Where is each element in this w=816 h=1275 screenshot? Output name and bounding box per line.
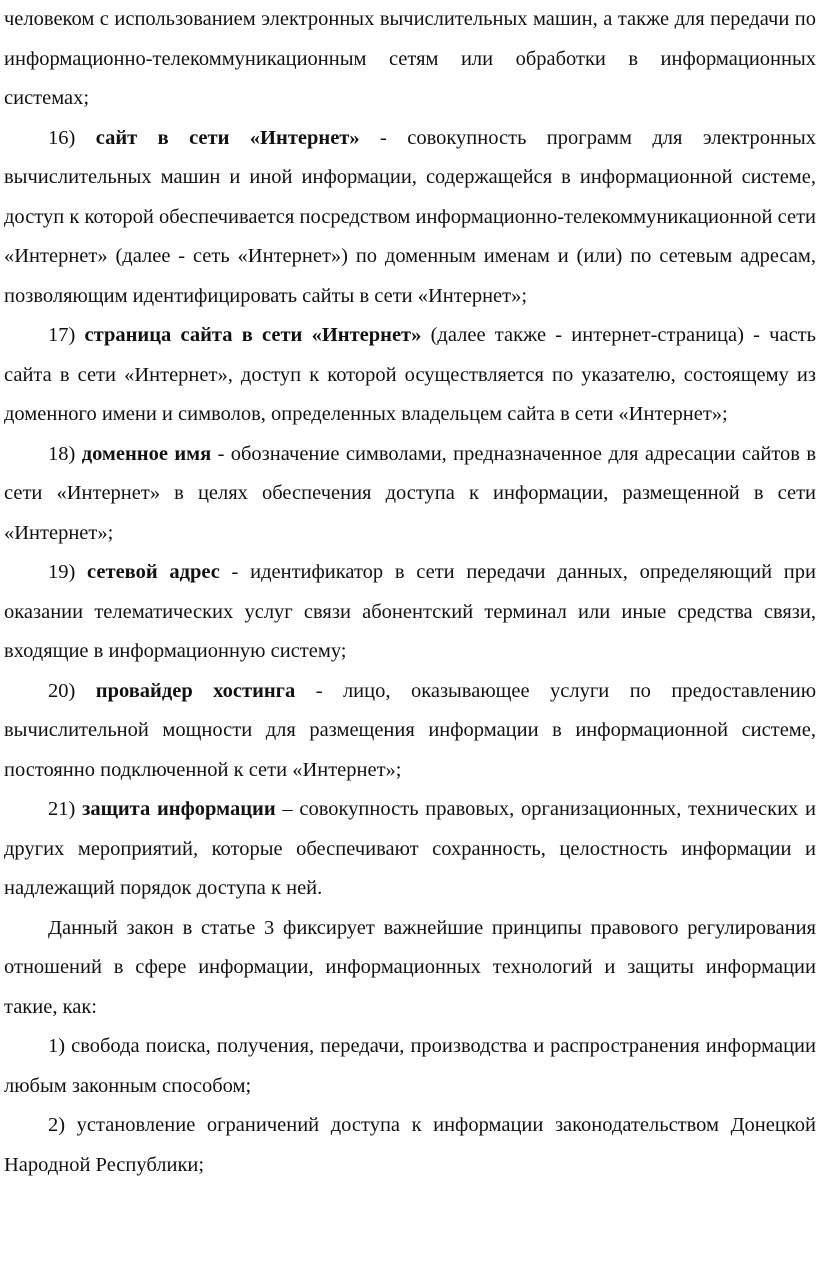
definition-item-18 bbox=[4, 435, 816, 554]
definition-item-17 bbox=[4, 316, 816, 435]
defined-term: сетевой адрес bbox=[87, 561, 220, 583]
paragraph-text: человеком с использованием электронных вычислительных машин, а также для передачи по информационно-телекоммуникационным сетям или обработки в информационных системах; bbox=[4, 8, 816, 109]
principle-item-2: 2) установление ограничений доступа к информации законодательством Донецкой Народной Республики; bbox=[4, 1114, 816, 1176]
paragraph-continuation bbox=[4, 0, 816, 119]
intro-paragraph: Данный закон в статье 3 фиксирует важнейшие принципы правового регулирования отношений в сфере информации, информационных технологий и защиты информации такие, как: bbox=[4, 916, 816, 1018]
definition-item-19 bbox=[4, 553, 816, 672]
item-number: 18) bbox=[48, 442, 82, 465]
item-number: 21) bbox=[48, 798, 83, 820]
item-number: 20) bbox=[48, 679, 96, 702]
definition-item-20 bbox=[4, 672, 816, 791]
item-number: 16) bbox=[48, 126, 96, 149]
defined-term: провайдер хостинга bbox=[95, 679, 296, 702]
definition-text: - совокупность программ для электронных вычислительных машин и иной информации, содержащейся в информационной системе, доступ к которой обеспечивается посредством информационно-телекоммуникационной сети «Интернет» (далее - сеть «Интернет») по доменным именам и (или) по сетевым адресам, позволяющим идентифицировать сайты в сети «Интернет»; bbox=[4, 126, 816, 307]
defined-term: доменное имя bbox=[81, 442, 212, 465]
principle-item-1: 1) свобода поиска, получения, передачи, производства и распространения информации любым законным способом; bbox=[4, 1035, 816, 1097]
defined-term: сайт в сети «Интернет» bbox=[95, 126, 360, 149]
definition-item-21 bbox=[4, 790, 816, 909]
defined-term: защита информации bbox=[82, 798, 276, 820]
definition-text: - лицо, оказывающее услуги по предоставлению вычислительной мощности для размещения информации в информационной системе, постоянно подключенной к сети «Интернет»; bbox=[4, 679, 816, 781]
item-number: 17) bbox=[48, 324, 85, 346]
definition-text: - обозначение символами, предназначенное для адресации сайтов в сети «Интернет» в целях обеспечения доступа к информации, размещенной в сети «Интернет»; bbox=[4, 442, 816, 544]
definition-text: – совокупность правовых, организационных, технических и других мероприятий, которые обеспечивают сохранность, целостность информации и надлежащий порядок доступа к ней. bbox=[4, 798, 816, 899]
definition-text: - идентификатор в сети передачи данных, определяющий при оказании телематических услуг связи абонентский терминал или иные средства связи, входящие в информационную систему; bbox=[4, 561, 816, 662]
definition-item-16 bbox=[4, 119, 816, 317]
defined-term: страница сайта в сети «Интернет» bbox=[84, 324, 422, 346]
definition-text: (далее также - интернет-страница) - часть сайта в сети «Интернет», доступ к которой осуществляется по указателю, состоящему из доменного имени и символов, определенных владельцем сайта в сети «Интернет»; bbox=[4, 324, 816, 425]
item-number: 19) bbox=[48, 561, 88, 583]
